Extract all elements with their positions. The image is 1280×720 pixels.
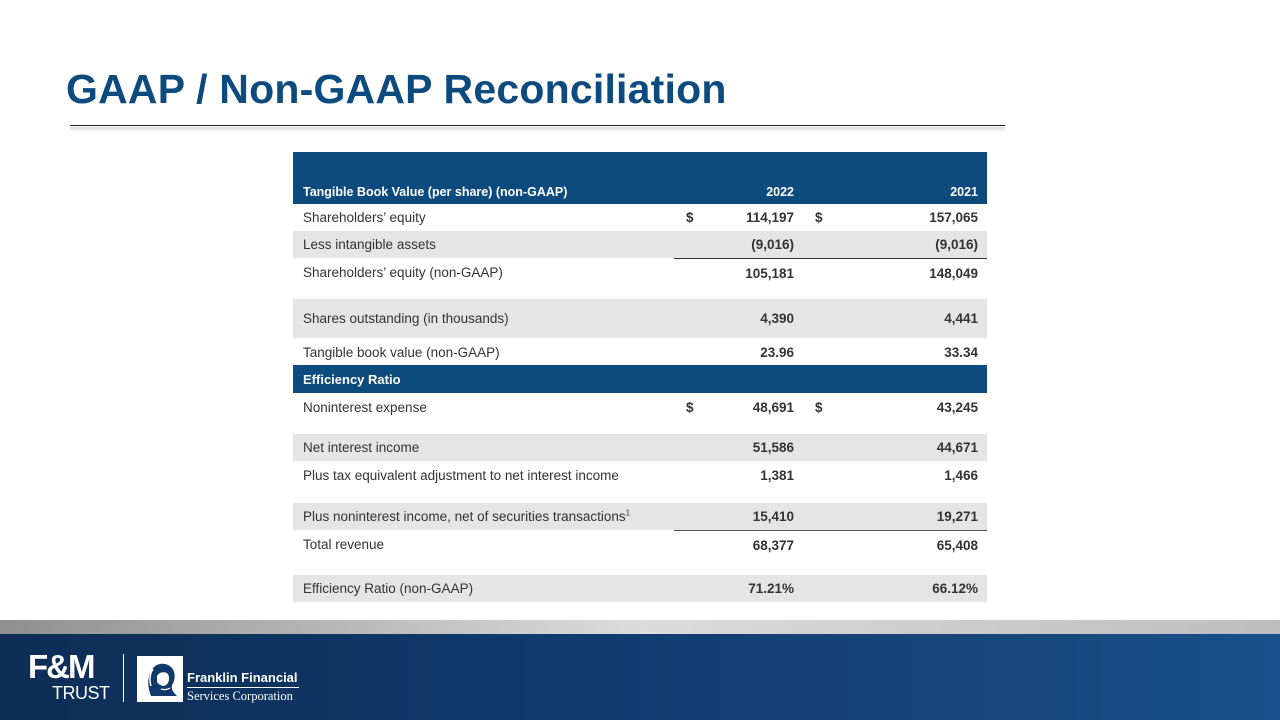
row-label: Tangible book value (non-GAAP) xyxy=(303,345,500,360)
value-2021: 19,271 xyxy=(833,503,987,530)
currency-symbol: $ xyxy=(815,210,823,225)
row-label: Net interest income xyxy=(303,440,420,455)
table-row xyxy=(293,299,987,338)
company-name-rule xyxy=(187,687,299,688)
value-2022: 1,381 xyxy=(760,468,794,483)
value-2021: 1,466 xyxy=(944,468,978,483)
title-divider-shadow xyxy=(70,127,1005,131)
value-2022: 4,390 xyxy=(760,311,794,326)
company-name: Franklin Financial xyxy=(187,670,298,685)
company-subtitle: Services Corporation xyxy=(187,689,293,703)
table-row xyxy=(293,258,987,299)
reconciliation-table xyxy=(293,152,987,602)
table-row xyxy=(293,434,987,461)
currency-symbol: $ xyxy=(815,400,823,415)
value-2022: 71.21% xyxy=(748,581,794,596)
row-label: Less intangible assets xyxy=(303,237,436,252)
value-2022: 23.96 xyxy=(760,345,794,360)
value-2022: (9,016) xyxy=(704,231,803,258)
table-row xyxy=(293,204,987,231)
value-2022: 114,197 xyxy=(745,210,794,225)
column-header-2022: 2022 xyxy=(766,185,794,199)
table-row xyxy=(293,461,987,503)
table-row xyxy=(293,503,987,530)
table-row xyxy=(293,393,987,434)
value-2022: 68,377 xyxy=(752,537,794,553)
franklin-portrait-icon xyxy=(137,656,183,702)
currency-symbol: $ xyxy=(686,210,694,225)
value-2021: 148,049 xyxy=(929,265,978,281)
value-2022: 48,691 xyxy=(752,400,794,415)
value-2021: 33.34 xyxy=(944,345,978,360)
footer-divider-band xyxy=(0,620,1280,634)
value-2021: (9,016) xyxy=(833,231,987,258)
section-header-tangible-book-value xyxy=(293,152,987,204)
page-title: GAAP / Non-GAAP Reconciliation xyxy=(66,66,727,112)
column-header-2021: 2021 xyxy=(950,185,978,199)
footnote-marker: 1 xyxy=(625,508,631,518)
fm-trust-logo: F&M xyxy=(28,648,94,685)
row-label: Shareholders’ equity xyxy=(303,210,426,225)
value-2021: 43,245 xyxy=(936,400,978,415)
value-2022: 105,181 xyxy=(745,265,794,281)
value-2021: 157,065 xyxy=(929,210,978,225)
section-header-efficiency-ratio xyxy=(293,365,987,393)
currency-symbol: $ xyxy=(686,400,694,415)
row-label: Noninterest expense xyxy=(303,400,427,415)
table-row xyxy=(293,530,987,575)
row-label-text: Plus noninterest income, net of securities transactions xyxy=(303,509,626,524)
trust-logo-text: TRUST xyxy=(52,683,110,703)
value-2021: 4,441 xyxy=(944,311,978,326)
title-divider xyxy=(70,125,1005,126)
logo-divider xyxy=(123,654,124,702)
value-2021: 66.12% xyxy=(932,581,978,596)
value-2022: 51,586 xyxy=(752,440,794,455)
row-label: Shareholders’ equity (non-GAAP) xyxy=(303,265,503,280)
row-label xyxy=(293,503,674,530)
table-row xyxy=(293,575,987,602)
row-label: Shares outstanding (in thousands) xyxy=(303,311,509,326)
value-2021: 65,408 xyxy=(936,537,978,553)
section-title: Efficiency Ratio xyxy=(303,371,401,387)
row-label: Efficiency Ratio (non-GAAP) xyxy=(303,581,474,596)
row-label: Total revenue xyxy=(303,537,385,552)
section-title: Tangible Book Value (per share) (non-GAAP) xyxy=(303,185,568,199)
value-2021: 44,671 xyxy=(936,440,978,455)
table-row xyxy=(293,231,987,258)
value-2022: 15,410 xyxy=(704,503,803,530)
row-label: Plus tax equivalent adjustment to net interest income xyxy=(303,468,619,483)
table-row xyxy=(293,338,987,365)
